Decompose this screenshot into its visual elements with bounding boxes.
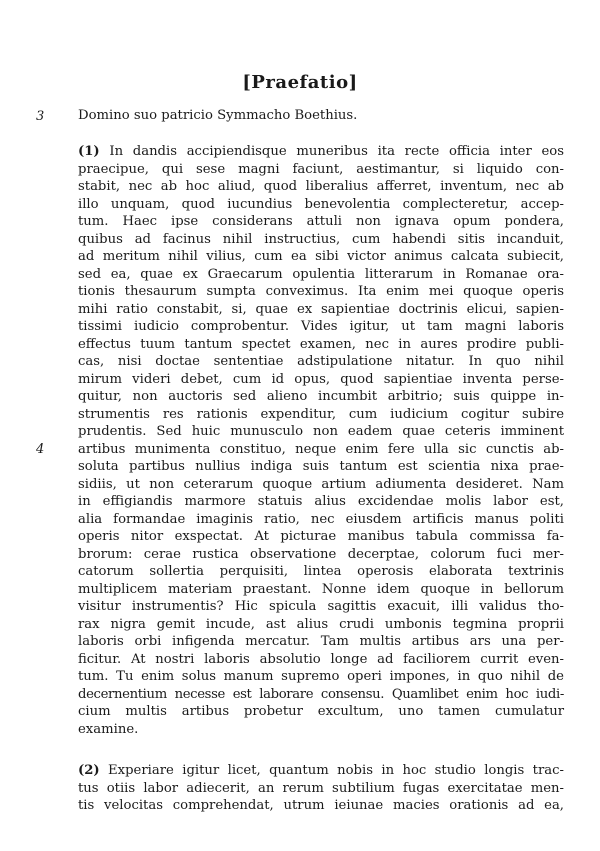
paragraph-line: illo unquam, quod iucundius benevolentia complecteretur, accep- bbox=[78, 196, 564, 212]
section-title: [Praefatio] bbox=[242, 72, 358, 93]
paragraph-number: (1) bbox=[78, 144, 100, 159]
margin-number-3: 3 bbox=[36, 109, 45, 124]
paragraph-line: tum. Tu enim solus manum supremo operi impones, in quo nihil de bbox=[78, 669, 564, 684]
paragraph-line: rax nigra gemit incude, ast alius crudi umbonis tegmina proprii bbox=[78, 616, 564, 632]
paragraph-line: stabit, nec ab hoc aliud, quod liberalius afferret, inventum, nec ab bbox=[78, 179, 564, 194]
paragraph-line: tum. Haec ipse considerans attuli non ignava opum pondera, bbox=[78, 214, 564, 229]
paragraph-line: decernentium necesse est laborare consensu. Quamlibet enim hoc iudi- bbox=[78, 686, 564, 702]
line-text: Experiare igitur licet, quantum nobis in hoc studio longis trac- bbox=[99, 763, 564, 778]
paragraph-line: quitur, non auctoris sed alieno incumbit arbitrio; suis quippe in- bbox=[78, 389, 564, 404]
paragraph-line: mihi ratio constabit, si, quae ex sapientiae doctrinis elicui, sapien- bbox=[78, 301, 564, 317]
line-text: In dandis accipiendisque muneribus ita recte officia inter eos bbox=[99, 144, 564, 159]
paragraph-line: artibus munimenta constituo, neque enim fere ulla sic cunctis ab- bbox=[78, 441, 564, 457]
paragraph-line bbox=[78, 762, 564, 779]
paragraph-line: strumentis res rationis expenditur, cum iudicium cogitur subire bbox=[78, 406, 564, 422]
paragraph-line: catorum sollertia perquisiti, lintea operosis elaborata textrinis bbox=[78, 564, 564, 579]
paragraph-line: prudentis. Sed huic munusculo non eadem quae ceteris imminent bbox=[78, 424, 564, 439]
paragraph-line: laboris orbi infigenda mercatur. Tam multis artibus ars una per- bbox=[78, 634, 564, 649]
paragraph-line: ficitur. At nostri laboris absolutio longe ad faciliorem currit even- bbox=[78, 651, 564, 667]
paragraph-line: tissimi iudicio comprobentur. Vides igitur, ut tam magni laboris bbox=[78, 319, 564, 334]
paragraph-line: brorum: cerae rustica observatione decerptae, colorum fuci mer- bbox=[78, 546, 564, 562]
paragraph-line: praecipue, qui sese magni faciunt, aestimantur, si liquido con- bbox=[78, 161, 564, 177]
paragraph-line: effectus tuum tantum spectet examen, nec in aures prodire publi- bbox=[78, 336, 564, 352]
paragraph-line: soluta partibus nullius indiga suis tantum est scientia nixa prae- bbox=[78, 459, 564, 474]
paragraph-line: alia formandae imaginis ratio, nec eiusdem artificis manus politi bbox=[78, 511, 564, 527]
paragraph-line: cas, nisi doctae sententiae adstipulatione nitatur. In quo nihil bbox=[78, 354, 564, 369]
paragraph-number: (2) bbox=[78, 763, 100, 778]
paragraph-line: ad meritum nihil vilius, cum ea sibi victor animus calcata subiecit, bbox=[78, 249, 564, 264]
paragraph-line: quibus ad facinus nihil instructius, cum habendi sitis incanduit, bbox=[78, 231, 564, 247]
paragraph-line: mirum videri debet, cum id opus, quod sapientiae inventa perse- bbox=[78, 371, 564, 387]
paragraph-line: tis velocitas comprehendat, utrum ieiunae macies orationis ad ea, bbox=[78, 798, 564, 813]
paragraph-line: sed ea, quae ex Graecarum opulentia litterarum in Romanae ora- bbox=[78, 266, 564, 282]
paragraph-line: tus otiis labor adiecerit, an rerum subtilium fugas exercitatae men- bbox=[78, 780, 564, 796]
paragraph-line: examine. bbox=[78, 721, 139, 737]
paragraph-line: visitur instrumentis? Hic spicula sagittis exacuit, illi validus tho- bbox=[78, 599, 564, 614]
paragraph-line bbox=[78, 143, 564, 160]
paragraph-line: cium multis artibus probetur excultum, uno tamen cumulatur bbox=[78, 704, 564, 719]
margin-number-4: 4 bbox=[36, 442, 45, 457]
salutation: Domino suo patricio Symmacho Boethius. bbox=[78, 108, 358, 123]
paragraph-line: tionis thesaurum sumpta conveximus. Ita enim mei quoque operis bbox=[78, 284, 564, 299]
paragraph-line: multiplicem materiam praestant. Nonne idem quoque in bellorum bbox=[78, 581, 564, 597]
paragraph-line: operis nitor exspectat. At picturae manibus tabula commissa fa- bbox=[78, 529, 564, 544]
paragraph-line: sidiis, ut non ceterarum quoque artium adiumenta desideret. Nam bbox=[78, 476, 564, 492]
paragraph-line: in effigiandis marmore statuis alius excidendae molis labor est, bbox=[78, 494, 564, 509]
